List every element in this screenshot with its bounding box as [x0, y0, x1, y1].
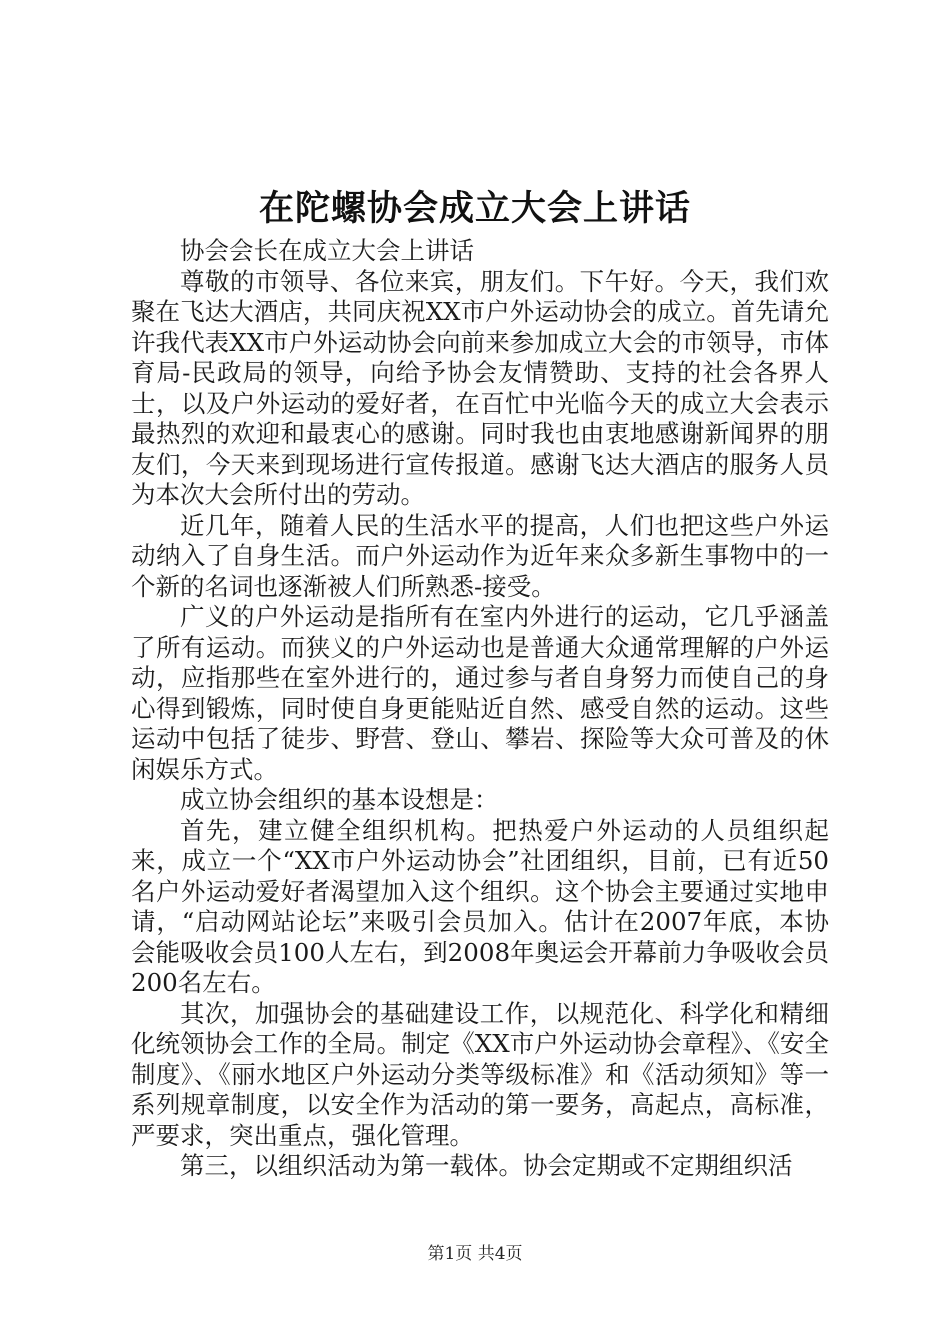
paragraph-second: 其次，加强协会的基础建设工作，以规范化、科学化和精细化统领协会工作的全局。制定《XX市户外运动协会章程》、《安全制度》、《丽水地区户外运动分类等级标准》和《活动须知》等一系列规章制度，以安全作为活动的第一要务，高起点，高标准，严要求，突出重点，强化管理。 — [131, 998, 829, 1150]
paragraph-greeting: 尊敬的市领导、各位来宾，朋友们。下午好。今天，我们欢聚在飞达大酒店，共同庆祝XX市户外运动协会的成立。首先请允许我代表XX市户外运动协会向前来参加成立大会的市领导，市体育局-民政局的领导，向给予协会友情赞助、支持的社会各界人士，以及户外运动的爱好者，在百忙中光临今天的成立大会表示最热烈的欢迎和最衷心的感谢。同时我也由衷地感谢新闻界的朋友们，今天来到现场进行宣传报道。感谢飞达大酒店的服务人员为本次大会所付出的劳动。 — [131, 266, 829, 509]
paragraph-background: 近几年，随着人民的生活水平的提高，人们也把这些户外运动纳入了自身生活。而户外运动作为近年来众多新生事物中的一个新的名词也逐渐被人们所熟悉-接受。 — [131, 510, 829, 601]
paragraph-first: 首先，建立健全组织机构。把热爱户外运动的人员组织起来，成立一个“XX市户外运动协会”社团组织，目前，已有近50名户外运动爱好者渴望加入这个组织。这个协会主要通过实地申请，“启动网站论坛”来吸引会员加入。估计在2007年底，本协会能吸收会员100人左右，到2008年奥运会开幕前力争吸收会员200名左右。 — [131, 815, 829, 997]
paragraph-definition: 广义的户外运动是指所有在室内外进行的运动，它几乎涵盖了所有运动。而狭义的户外运动也是普通大众通常理解的户外运动，应指那些在室外进行的，通过参与者自身努力而使自己的身心得到锻炼，同时使自身更能贴近自然、感受自然的运动。这些运动中包括了徒步、野营、登山、攀岩、探险等大众可普及的休闲娱乐方式。 — [131, 602, 829, 784]
paragraph-third: 第三，以组织活动为第一载体。协会定期或不定期组织活 — [180, 1151, 793, 1180]
document-title: 在陀螺协会成立大会上讲话 — [258, 188, 691, 229]
paragraph-subtitle: 协会会长在成立大会上讲话 — [180, 236, 474, 265]
document-body — [131, 236, 829, 1182]
page-footer: 第1页 共4页 — [427, 1244, 523, 1264]
paragraph-plan-intro: 成立协会组织的基本设想是： — [180, 785, 499, 814]
